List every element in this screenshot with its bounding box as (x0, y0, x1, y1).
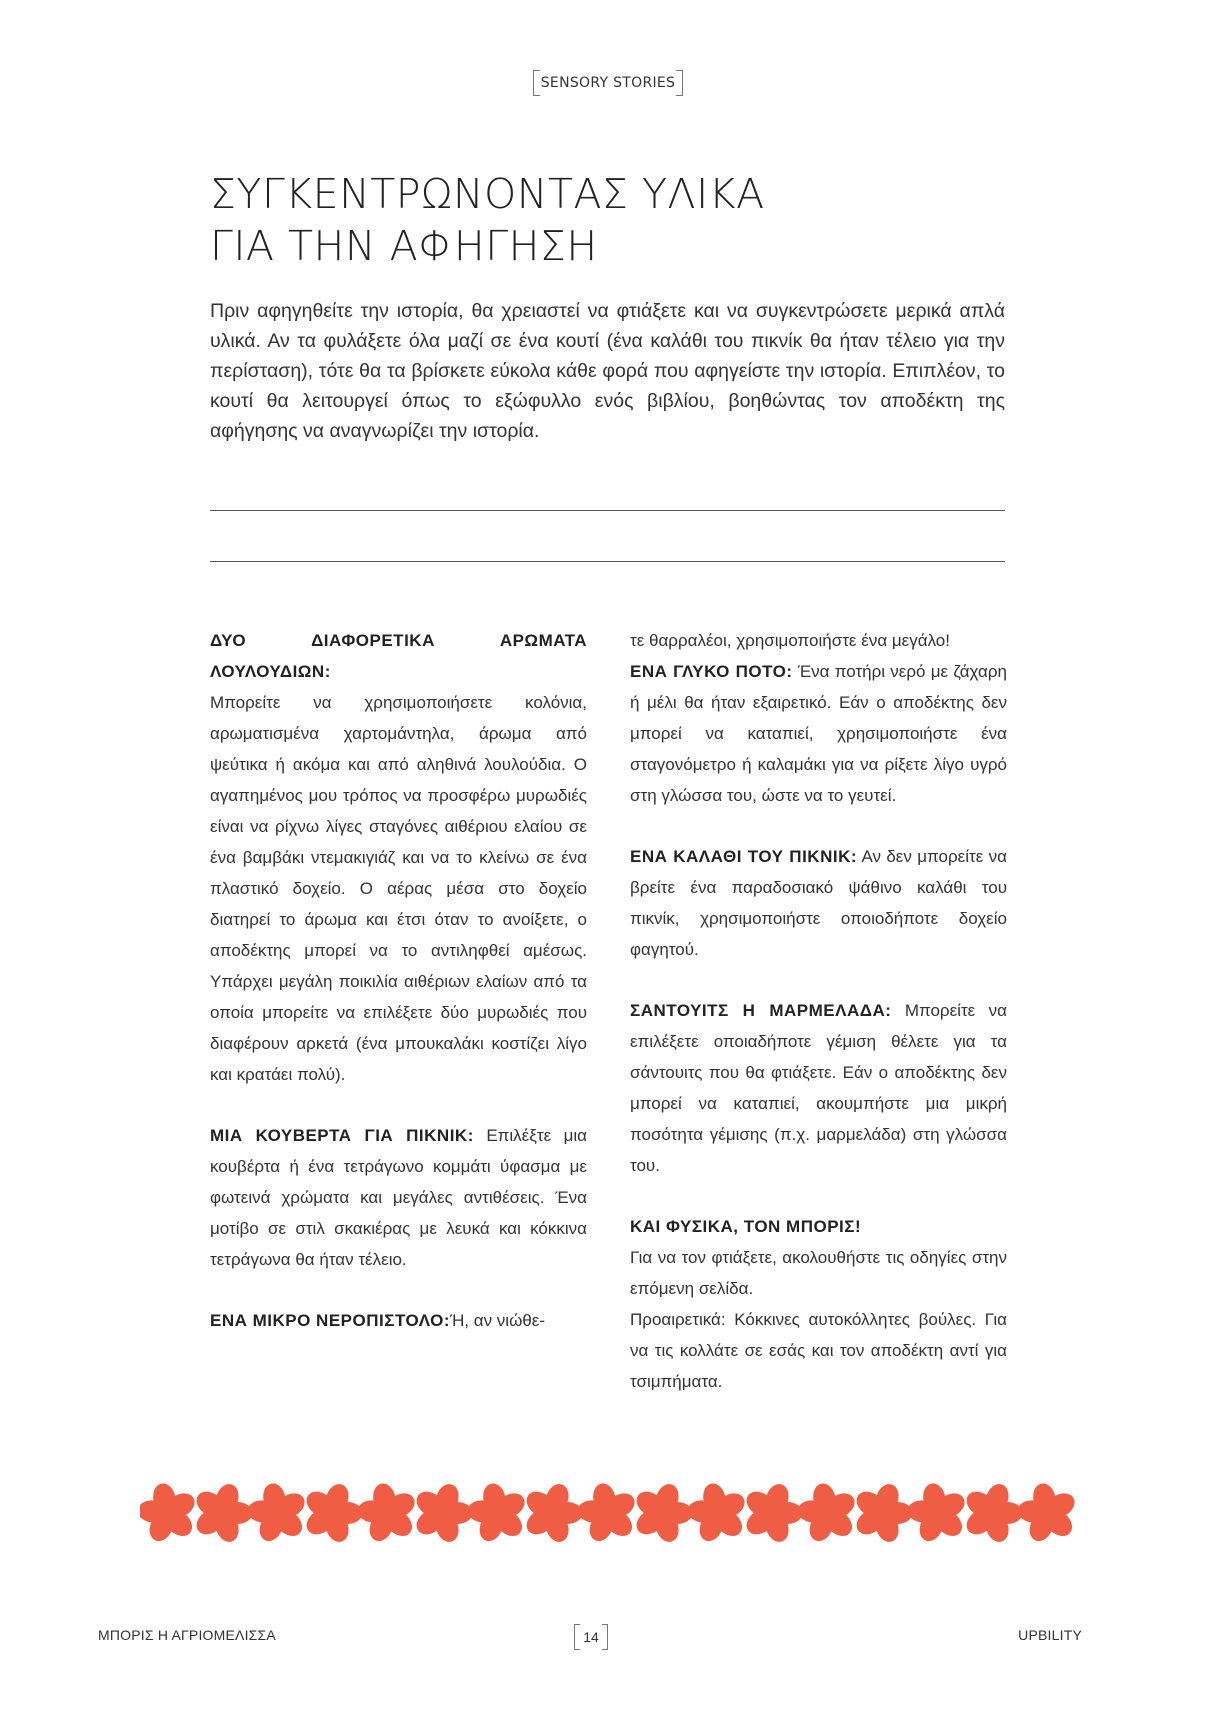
item-blanket-heading: ΜΙΑ ΚΟΥΒΕΡΤΑ ΓΙΑ ΠΙΚΝΙΚ: (210, 1126, 474, 1145)
flower-icon (350, 1477, 425, 1550)
item-water-pistol-text-1: Ή, αν νιώθε- (450, 1311, 546, 1330)
flower-icon (570, 1477, 645, 1550)
flower-icon (240, 1477, 315, 1550)
item-picnic-basket (630, 841, 1007, 965)
item-sweet-drink (630, 656, 1007, 811)
flower-icon (790, 1477, 865, 1550)
item-scents-heading: ΔΥΟ ΔΙΑΦΟΡΕΤΙΚΑ ΑΡΩΜΑΤΑ ΛΟΥΛΟΥΔΙΩΝ: (210, 631, 587, 681)
item-blanket (210, 1120, 587, 1275)
item-blanket-text: Επιλέξτε μια κουβέρτα ή ένα τετράγωνο κομμάτι ύφασμα με φωτεινά χρώματα και μεγάλες αντιθέσεις. Ένα μοτίβο σε στιλ σκακιέρας με λευκά και κόκκινα τετράγωνα θα ήταν τέλειο. (210, 1126, 588, 1269)
flower-icon (1010, 1477, 1075, 1550)
page-number-text: 14 (583, 1629, 599, 1645)
item-water-pistol-heading: ΕΝΑ ΜΙΚΡΟ ΝΕΡΟΠΙΣΤΟΛΟ: (210, 1311, 451, 1330)
intro-paragraph: Πριν αφηγηθείτε την ιστορία, θα χρειαστεί να φτιάξετε και να συγκεντρώσετε μερικά απλά υλικά. Αν τα φυλάξετε όλα μαζί σε ένα κουτί (ένα καλάθι του πικνίκ θα ήταν τέλειο για την περίσταση), τότε θα τα βρίσκετε εύκολα κάθε φορά που αφηγείστε την ιστορία. Επιπλέον, το κουτί θα λειτουργεί όπως το εξώφυλλο ενός βιβλίου, βοηθώντας τον αποδέκτη της αφήγησης να αναγνωρίζει την ιστορία. (210, 300, 1005, 442)
page-title-line-2: ΓΙΑ ΤΗΝ ΑΦΗΓΗΣΗ (210, 222, 598, 270)
item-sandwiches (630, 995, 1007, 1181)
page-title (210, 168, 1030, 272)
item-picnic-basket-text: Αν δεν μπορείτε να βρείτε ένα παραδοσιακό ψάθινο καλάθι του πικνίκ, χρησιμοποιήστε οποιοδήποτε δοχείο φαγητού. (630, 847, 1007, 959)
divider-top (210, 510, 1005, 511)
bracket-left (574, 1624, 580, 1650)
item-scents (210, 625, 587, 1090)
materials-column-left (210, 625, 587, 1336)
item-mporis-optional: Προαιρετικά: Κόκκινες αυτοκόλλητες βούλες. Για να τις κολλάτε σε εσάς και τον αποδέκτη αντί για τσιμπήματα. (630, 1310, 1007, 1391)
bracket-right (602, 1624, 608, 1650)
page-title-line-1: ΣΥΓΚΕΝΤΡΩΝΟΝΤΑΣ ΥΛΙΚΑ (210, 170, 765, 218)
item-mporis (630, 1211, 1007, 1397)
item-water-pistol (210, 1305, 587, 1336)
bracket-right (676, 70, 683, 96)
item-water-pistol-text-2: τε θαρραλέοι, χρησιμοποιήστε ένα μεγάλο! (630, 631, 950, 650)
flower-icon (680, 1477, 755, 1550)
item-sandwiches-heading: ΣΑΝΤΟΥΙΤΣ Η ΜΑΡΜΕΛΑΔΑ: (630, 1001, 892, 1020)
item-picnic-basket-heading: ΕΝΑ ΚΑΛΑΘΙ ΤΟΥ ΠΙΚΝΙΚ: (630, 847, 858, 866)
flower-icon (460, 1477, 535, 1550)
page-number (574, 1624, 608, 1650)
item-mporis-heading: ΚΑΙ ΦΥΣΙΚΑ, ΤΟΝ ΜΠΟΡΙΣ! (630, 1217, 862, 1236)
item-sandwiches-text: Μπορείτε να επιλέξετε οποιαδήποτε γέμιση θέλετε για τα σάντουιτς που θα φτιάξετε. Εάν ο αποδέκτης δεν μπορεί να καταπιεί, ακουμπήστε μια μικρή ποσότητα γέμισης (π.χ. μαρμελάδα) στη γλώσσα του. (630, 1001, 1007, 1175)
item-water-pistol-continued (630, 625, 1007, 656)
section-label-text: SENSORY STORIES (540, 75, 676, 91)
flower-border (140, 1473, 1075, 1553)
divider-bottom (210, 561, 1005, 562)
footer-publisher: UPBILITY (1018, 1627, 1082, 1643)
item-scents-text: Μπορείτε να χρησιμοποιήσετε κολόνια, αρωματισμένα χαρτομάντηλα, άρωμα από ψεύτικα ή ακόμα και από αληθινά λουλούδια. Ο αγαπημένος μου τρόπος να προσφέρω μυρωδιές είναι να ρίχνω λίγες σταγόνες αιθέριου ελαίου σε ένα βαμβάκι ντεμακιγιάζ και να το κλείνω σε ένα πλαστικό δοχείο. Ο αέρας μέσα στο δοχείο διατηρεί το άρωμα και έτσι όταν το ανοίξετε, ο αποδέκτης μπορεί να το αντιληφθεί αμέσως. Υπάρχει μεγάλη ποικιλία αιθέριων ελαίων από τα οποία μπορείτε να επιλέξετε δύο μυρωδιές που διαφέρουν αρκετά (ένα μπουκαλάκι κοστίζει λίγο και κρατάει πολύ). (210, 693, 587, 1084)
flower-icon (140, 1477, 205, 1550)
bracket-left (533, 70, 540, 96)
flower-icon (900, 1477, 975, 1550)
footer-book-title: ΜΠΟΡΙΣ Η ΑΓΡΙΟΜΕΛΙΣΣΑ (98, 1627, 276, 1643)
section-label (533, 70, 683, 96)
item-mporis-text: Για να τον φτιάξετε, ακολουθήστε τις οδηγίες στην επόμενη σελίδα. (630, 1248, 1007, 1298)
materials-column-right (630, 625, 1007, 1397)
item-sweet-drink-text: Ένα ποτήρι νερό με ζάχαρη ή μέλι θα ήταν εξαιρετικό. Εάν ο αποδέκτης δεν μπορεί να καταπιεί, χρησιμοποιήστε ένα σταγονόμετρο ή καλαμάκι για να ρίξετε λίγο υγρό στη γλώσσα του, ώστε να το γευτεί. (630, 662, 1007, 805)
item-sweet-drink-heading: ΕΝΑ ΓΛΥΚΟ ΠΟΤΟ: (630, 662, 793, 681)
